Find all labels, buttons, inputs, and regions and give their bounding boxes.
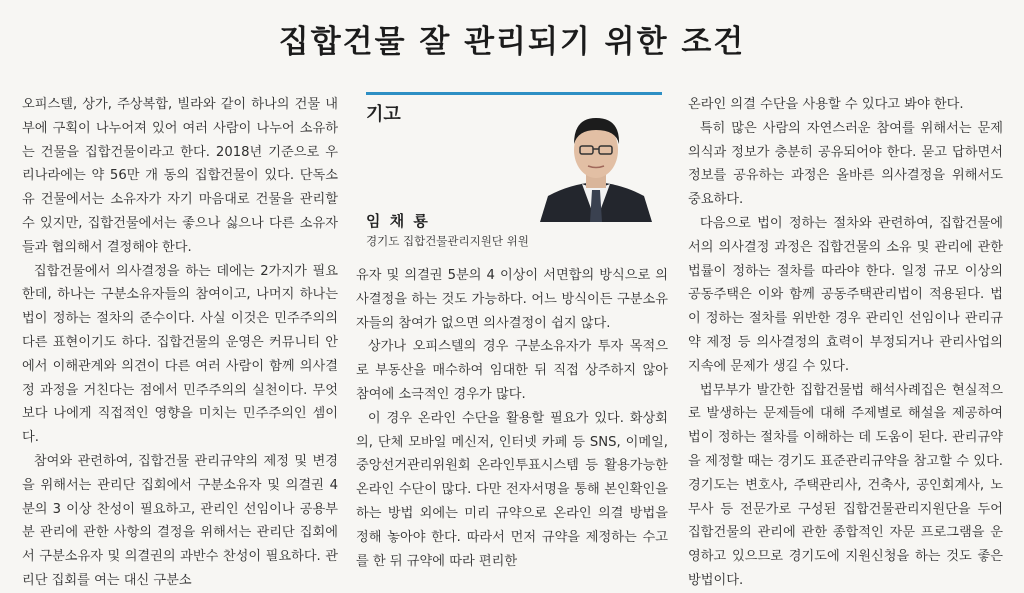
paragraph: 집합건물에서 의사결정을 하는 데에는 2가지가 필요한데, 하나는 구분소유자들의 참여이고, 나머지 하나는 법이 정하는 절차의 준수이다. 사실 이것은 민주주의의 다른 표현이기도 하다. 집합건물의 운영은 커뮤니티 안에서 이해관계와 의견이 다른 여러 사람이 함께 의사결정 과정을 거친다는 점에서 민주주의의 실천이다. 무엇보다 나에게 직접적인 영향을 미치는 민주주의인 셈이다. [22,263,338,446]
author-photo [530,104,662,222]
paragraph: 특히 많은 사람의 자연스러운 참여를 위해서는 문제의식과 정보가 충분히 공유되어야 한다. 묻고 답하면서 정보를 공유하는 과정은 올바른 의사결정을 위해서도 중요하다. [688,120,1003,208]
paragraph: 다음으로 법이 정하는 절차와 관련하여, 집합건물에서의 의사결정 과정은 집합건물의 소유 및 관리에 관한 법률이 정하는 절차를 따라야 한다. 일정 규모 이상의 공동주택은 이와 함께 공동주택관리법이 적용된다. 법이 정하는 절차를 위반한 경우 관리인 선임이나 관리규약 제정 등 의사결정의 효력이 부정되거나 관리사업의 지속에 문제가 생길 수 있다. [688,215,1003,374]
byline-box [366,92,662,257]
paragraph: 참여와 관련하여, 집합건물 관리규약의 제정 및 변경을 위해서는 관리단 집회에서 구분소유자 및 의결권 4분의 3 이상 찬성이 필요하고, 관리인 선임이나 공용부분 관리에 관한 사항의 결정을 위해서는 관리단 집회에서 구분소유자 및 의결권의 과반수 찬성이 필요하다. 관리단 집회를 여는 대신 구분소 [22,453,338,588]
byline-rule [366,92,662,95]
column-3 [688,93,1003,593]
paragraph: 유자 및 의결권 5분의 4 이상이 서면합의 방식으로 의사결정을 하는 것도 가능하다. 어느 방식이든 구분소유자들의 참여가 없으면 의사결정이 쉽지 않다. [356,268,668,331]
author-affiliation: 경기도 집합건물관리지원단 위원 [366,234,529,248]
paragraph: 온라인 의결 수단을 사용할 수 있다고 봐야 한다. [688,97,964,112]
column-2 [356,264,668,573]
section-label: 기고 [366,104,401,125]
paragraph: 법무부가 발간한 집합건물법 해석사례집은 현실적으로 발생하는 문제들에 대해 주제별로 해설을 제공하여 법이 정하는 절차를 이해하는 데 도움이 된다. 관리규약을 제정할 때는 경기도 표준관리규약을 참고할 수 있다. 경기도는 변호사, 주택관리사, 건축사, 공인회계사, 노무사 등 전문가로 구성된 집합건물관리지원단을 두어 집합건물의 관리에 관한 종합적인 자문 프로그램을 운영하고 있으므로 경기도에 지원신청을 하는 것도 좋은 방법이다. [688,382,1003,588]
article-headline: 집합건물 잘 관리되기 위한 조건 [278,24,746,60]
paragraph: 상가나 오피스텔의 경우 구분소유자가 투자 목적으로 부동산을 매수하여 임대한 뒤 직접 상주하지 않아 참여에 소극적인 경우가 많다. [356,339,668,402]
column-1 [22,93,338,593]
paragraph: 오피스텔, 상가, 주상복합, 빌라와 같이 하나의 건물 내부에 구획이 나누어져 있어 여러 사람이 나누어 소유하는 건물을 집합건물이라고 한다. 2018년 기준으로 우리나라에는 약 56만 개 동의 집합건물이 있다. 단독소유 건물에서는 소유자가 자기 마음대로 건물을 관리할 수 있지만, 집합건물에서는 좋으나 싫으나 다른 소유자들과 협의해서 결정해야 한다. [22,97,338,255]
paragraph: 이 경우 온라인 수단을 활용할 필요가 있다. 화상회의, 단체 모바일 메신저, 인터넷 카페 등 SNS, 이메일, 중앙선거관리위원회 온라인투표시스템 등 활용가능한 온라인 수단이 많다. 다만 전자서명을 통해 본인확인을 하는 방법 외에는 미리 규약으로 온라인 의결 방법을 정해 놓아야 한다. 따라서 먼저 규약을 제정하는 수고를 한 뒤 규약에 따라 편리한 [356,410,668,569]
author-name: 임 채 룡 [366,212,430,230]
